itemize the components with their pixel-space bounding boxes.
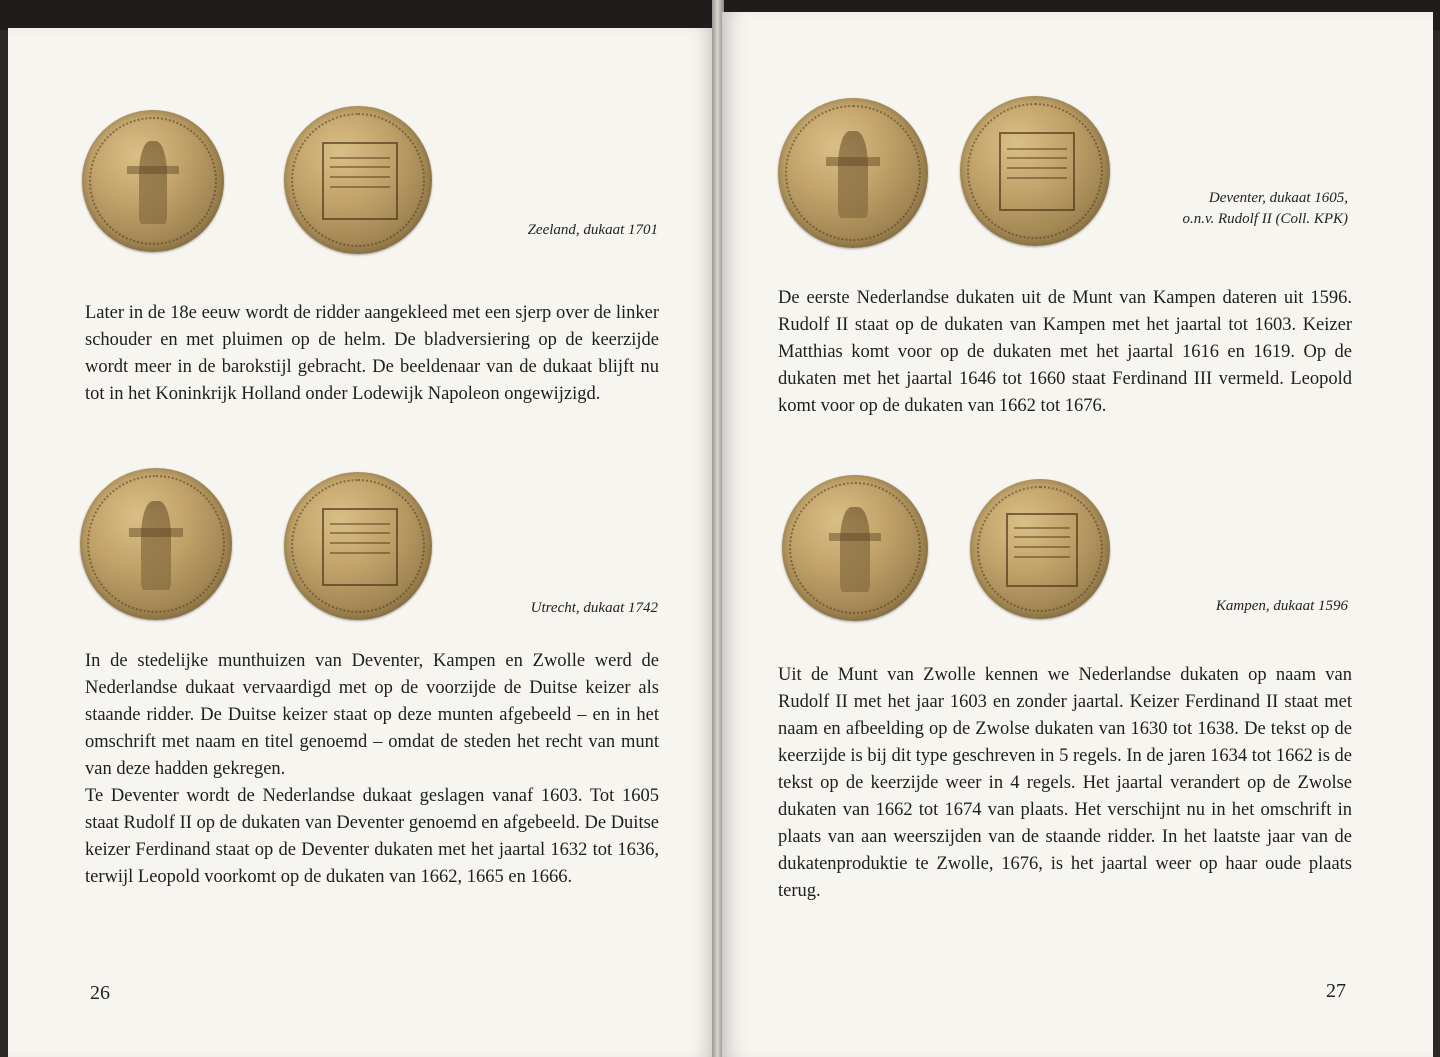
caption-zeeland: Zeeland, dukaat 1701 xyxy=(527,222,658,238)
caption-utrecht: Utrecht, dukaat 1742 xyxy=(530,600,658,616)
caption-deventer xyxy=(1062,188,1348,230)
coin-utrecht-1742-obverse xyxy=(80,468,232,620)
paragraph-munthuizen xyxy=(85,648,659,891)
page-number-right: 27 xyxy=(1326,980,1346,1002)
paragraph-kampen xyxy=(778,285,1352,420)
page-number-left: 26 xyxy=(90,982,110,1004)
caption-deventer-line-1: Deventer, dukaat 1605, xyxy=(1208,190,1348,206)
paragraph-kampen-text: De eerste Nederlandse dukaten uit de Munt van Kampen dateren uit 1596. Rudolf II staat op de dukaten van Kampen met het jaartal tot 1603. Keizer Matthias komt voor op de dukaten met het jaartal 1616 en 1619. Op de dukaten met het jaartal 1646 tot 1660 staat Ferdinand III vermeld. Leopold komt voor op de dukaten van 1662 tot 1676. xyxy=(778,288,1352,416)
caption-deventer-line-2: o.n.v. Rudolf II (Coll. KPK) xyxy=(1182,211,1348,227)
caption-kampen: Kampen, dukaat 1596 xyxy=(1215,598,1348,614)
paragraph-deventer-text: Te Deventer wordt de Nederlandse dukaat geslagen vanaf 1603. Tot 1605 staat Rudolf II op de dukaten van Deventer genoemd en afgebeeld. De Duitse keizer Ferdinand staat op de Deventer dukaten met het jaartal 1632 tot 1636, terwijl Leopold voorkomt op de dukaten van 1662, 1665 en 1666. xyxy=(85,786,659,887)
left-page xyxy=(8,28,715,1057)
paragraph-zwolle xyxy=(778,662,1352,905)
coin-zeeland-1701-obverse xyxy=(82,110,224,252)
paragraph-zwolle-text: Uit de Munt van Zwolle kennen we Nederlandse dukaten op naam van Rudolf II met het jaar 1603 en zonder jaartal. Keizer Ferdinand II staat met naam en afbeelding op de Zwolse dukaten van 1630 tot 1638. De tekst op de keerzijde is bij dit type geschreven in 5 regels. In de jaren 1634 tot 1662 is de tekst op de keerzijde weer in 4 regels. Het jaartal verandert op de Zwolse dukaten van 1662 tot 1674 van plaats. Het verschijnt nu in het omschrift in plaats van aan weerszijden van de staande ridder. In het laatste jaar van de dukatenproduktie te Zwolle, 1676, is het jaartal weer op haar oude plaats terug. xyxy=(778,665,1352,901)
coin-kampen-1596-obverse xyxy=(782,475,928,621)
paragraph-ridder-text: Later in de 18e eeuw wordt de ridder aangekleed met een sjerp over de linker schouder en met pluimen op de helm. De bladversiering op de keerzijde wordt meer in de barokstijl gebracht. De beeldenaar van de dukaat blijft nu tot in het Koninkrijk Holland onder Lodewijk Napoleon ongewijzigd. xyxy=(85,303,659,404)
coin-deventer-1605-obverse xyxy=(778,98,928,248)
coin-kampen-1596-reverse xyxy=(970,479,1110,619)
paragraph-munthuizen-text: In de stedelijke munthuizen van Deventer, Kampen en Zwolle werd de Nederlandse dukaat vervaardigd met op de voorzijde de Duitse keizer als staande ridder. De Duitse keizer staat op deze munten afgebeeld – en in het omschrift met naam en titel genoemd – omdat de steden het recht van munt van deze hadden gekregen. xyxy=(85,651,659,779)
right-page xyxy=(722,12,1433,1057)
paragraph-ridder xyxy=(85,300,659,408)
